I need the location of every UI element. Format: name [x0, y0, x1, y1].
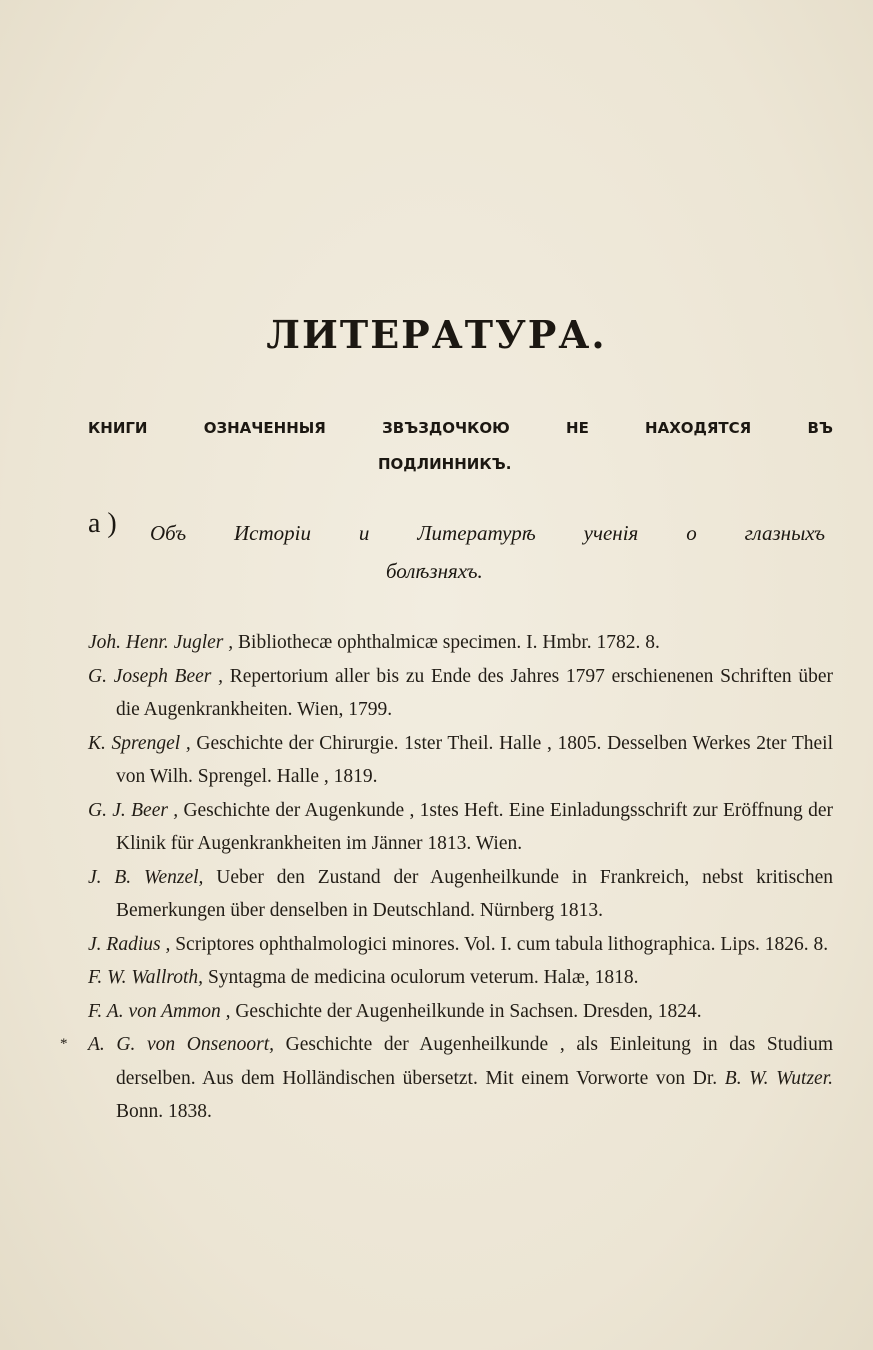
section-heading — [150, 514, 825, 590]
reference-author: J. Radius , — [88, 933, 171, 955]
reference-author: G. J. Beer , — [88, 799, 179, 821]
reference-author: F. A. von Ammon , — [88, 1000, 231, 1022]
reference-author: F. W. Wallroth, — [88, 967, 204, 988]
reference-list — [60, 626, 834, 1129]
reference-text: Geschichte der Augenheilkunde , als Einleitung in das Studium derselben. Aus dem Holländischen übersetzt. Mit einem Vorworte von Dr. — [116, 1034, 834, 1089]
reference-author: Joh. Henr. Jugler , — [88, 632, 234, 653]
reference-entry — [88, 961, 833, 995]
reference-text: Ueber den Zustand der Augenheilkunde in Frankreich, nebst kritischen Bemerkungen über denselben in Deutschland. Nürnberg 1813. — [116, 866, 833, 921]
reference-entry — [88, 928, 833, 962]
page-title: ЛИТЕРАТУРА. — [266, 312, 607, 357]
section-heading-line-2: болѣзняхъ. — [386, 559, 483, 583]
reference-text: Repertorium aller bis zu Ende des Jahres 1797 erschienenen Schriften über die Augenkrankheiten. Wien, 1799. — [116, 665, 833, 720]
page-subtitle — [88, 410, 833, 482]
reference-author: G. Joseph Beer , — [88, 665, 223, 687]
section-marker: a ) — [88, 508, 117, 539]
reference-text: Geschichte der Chirurgie. 1ster Theil. Halle , 1805. Desselben Werkes 2ter Theil von Wilh. Sprengel. Halle , 1819. — [116, 732, 833, 787]
reference-text: Syntagma de medicina oculorum veterum. Halæ, 1818. — [203, 967, 639, 988]
reference-entry — [88, 861, 833, 928]
reference-text-end: Bonn. 1838. — [116, 1101, 212, 1122]
reference-entry — [88, 660, 833, 727]
reference-author: K. Sprengel , — [88, 732, 191, 754]
subtitle-line-2: ПОДЛИННИКЪ. — [378, 455, 512, 473]
reference-entry — [88, 995, 833, 1029]
reference-author: J. B. Wenzel, — [88, 866, 204, 888]
reference-text: Scriptores ophthalmologici minores. Vol. I. cum tabula lithographica. Lips. 1826. 8. — [170, 933, 829, 955]
reference-entry — [88, 794, 833, 861]
section-heading-line-1: Объ Исторіи и Литературѣ ученія о глазныхъ — [150, 521, 825, 545]
reference-author: A. G. von Onsenoort, — [88, 1034, 274, 1055]
reference-text: Geschichte der Augenkunde , 1stes Heft. Eine Einladungsschrift zur Eröffnung der Klinik für Augenkrankheiten im Jänner 1813. Wien. — [116, 799, 833, 854]
subtitle-line-1: КНИГИ ОЗНАЧЕННЫЯ ЗВЪЗДОЧКОЮ НЕ НАХОДЯТСЯ ВЪ — [88, 419, 833, 437]
reference-author-secondary: B. W. Wutzer. — [724, 1067, 833, 1089]
reference-entry — [88, 626, 833, 660]
reference-entry — [88, 727, 833, 794]
asterisk-marker: * — [60, 1036, 68, 1052]
reference-text: Geschichte der Augenheilkunde in Sachsen. Dresden, 1824. — [230, 1000, 702, 1022]
reference-text: Bibliothecæ ophthalmicæ specimen. I. Hmbr. 1782. 8. — [233, 632, 660, 653]
reference-entry-starred — [60, 1028, 834, 1129]
